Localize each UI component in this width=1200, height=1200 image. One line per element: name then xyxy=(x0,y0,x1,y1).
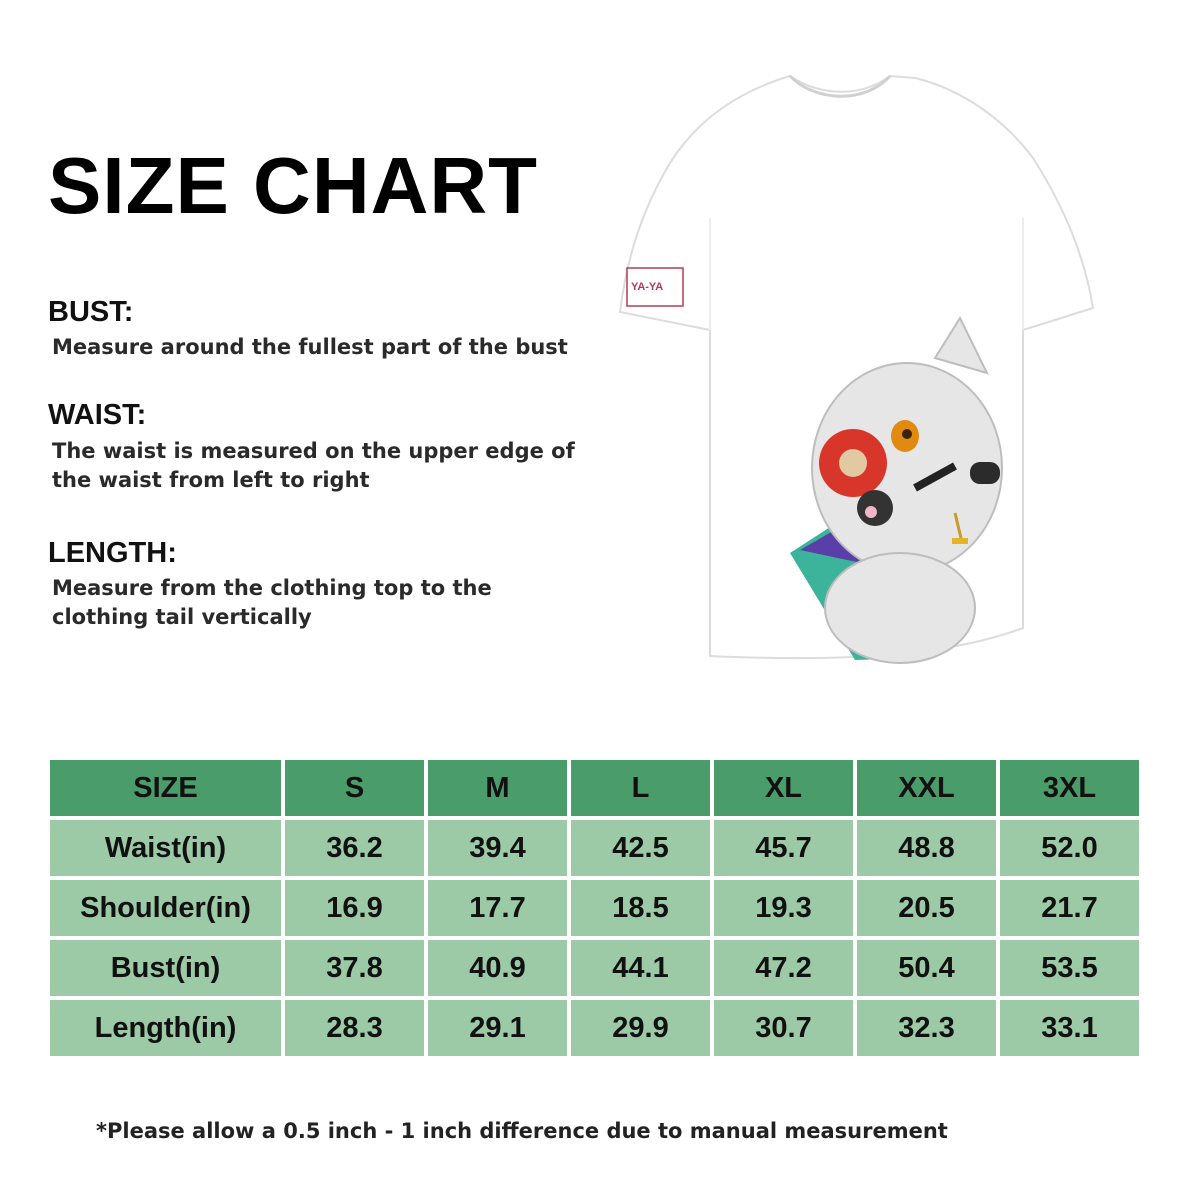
table-cell: 39.4 xyxy=(428,820,567,876)
table-cell: 32.3 xyxy=(857,1000,996,1056)
table-cell: 47.2 xyxy=(714,940,853,996)
table-cell: 48.8 xyxy=(857,820,996,876)
table-cell: 29.1 xyxy=(428,1000,567,1056)
length-description: Measure from the clothing top to the clothing tail vertically xyxy=(52,576,492,629)
table-cell: 53.5 xyxy=(1000,940,1139,996)
row-label: Bust(in) xyxy=(50,940,281,996)
table-header-cell: M xyxy=(428,760,567,816)
table-header-cell: L xyxy=(571,760,710,816)
table-cell: 20.5 xyxy=(857,880,996,936)
measurement-note: *Please allow a 0.5 inch - 1 inch difference due to manual measurement xyxy=(96,1119,948,1143)
bust-description: Measure around the fullest part of the bust xyxy=(52,335,568,359)
table-header-cell: S xyxy=(285,760,424,816)
sleeve-tag-text: YA-YA xyxy=(631,281,664,293)
table-cell: 44.1 xyxy=(571,940,710,996)
table-cell: 21.7 xyxy=(1000,880,1139,936)
table-cell: 30.7 xyxy=(714,1000,853,1056)
size-table xyxy=(46,756,1143,1060)
bust-label: BUST: xyxy=(48,296,134,328)
table-cell: 29.9 xyxy=(571,1000,710,1056)
waist-description: The waist is measured on the upper edge of the waist from left to right xyxy=(52,439,575,492)
table-cell: 33.1 xyxy=(1000,1000,1139,1056)
table-cell: 18.5 xyxy=(571,880,710,936)
table-cell: 45.7 xyxy=(714,820,853,876)
row-label: Length(in) xyxy=(50,1000,281,1056)
table-cell: 37.8 xyxy=(285,940,424,996)
table-cell: 40.9 xyxy=(428,940,567,996)
table-cell: 17.7 xyxy=(428,880,567,936)
waist-label: WAIST: xyxy=(48,399,147,431)
page-title: SIZE CHART xyxy=(48,141,538,230)
table-cell: 50.4 xyxy=(857,940,996,996)
length-label: LENGTH: xyxy=(48,537,177,569)
table-row xyxy=(50,880,1139,936)
row-label: Waist(in) xyxy=(50,820,281,876)
table-row xyxy=(50,1000,1139,1056)
table-header-cell: 3XL xyxy=(1000,760,1139,816)
table-row xyxy=(50,940,1139,996)
table-header-cell: XL xyxy=(714,760,853,816)
table-cell: 16.9 xyxy=(285,880,424,936)
table-header-cell: XXL xyxy=(857,760,996,816)
table-cell: 42.5 xyxy=(571,820,710,876)
table-cell: 36.2 xyxy=(285,820,424,876)
tshirt-product-image xyxy=(615,68,1105,668)
table-cell: 52.0 xyxy=(1000,820,1139,876)
table-header-row xyxy=(50,760,1139,816)
table-cell: 28.3 xyxy=(285,1000,424,1056)
table-cell: 19.3 xyxy=(714,880,853,936)
row-label: Shoulder(in) xyxy=(50,880,281,936)
table-row xyxy=(50,820,1139,876)
table-header-cell: SIZE xyxy=(50,760,281,816)
